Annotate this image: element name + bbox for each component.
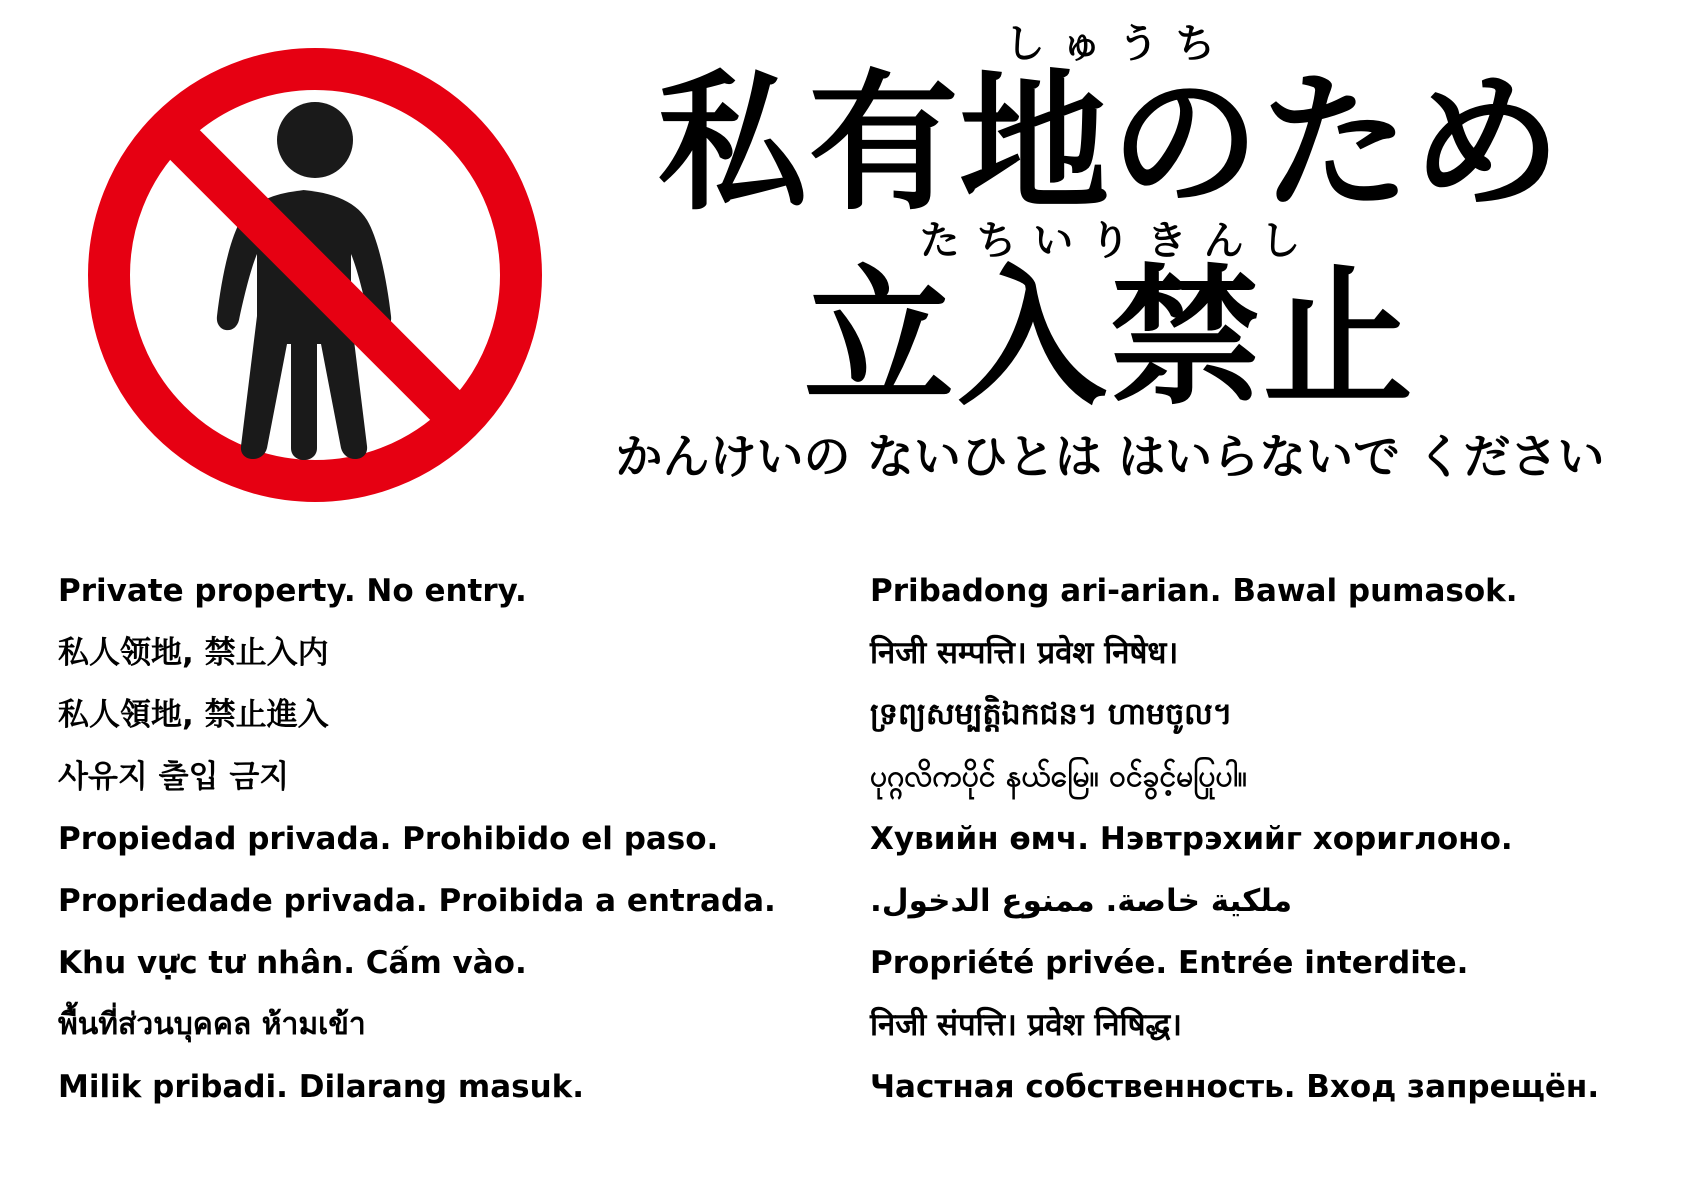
translations-column-left	[0, 560, 810, 1191]
translation-line: Хувийн өмч. Нэвтрэхийг хориглоно.	[870, 821, 1513, 857]
japanese-subline: かんけいの ないひとは はいらないで ください	[615, 430, 1605, 485]
headline-private-land: 私有地のため	[657, 57, 1563, 231]
no-pedestrian-entry-icon	[80, 40, 550, 510]
furigana-shiyuuchi: しゅうち	[1004, 21, 1232, 67]
headline-no-entry: 立入禁止	[803, 252, 1416, 426]
translation-line: 私人领地, 禁止入内	[58, 635, 329, 671]
translation-line: Pribadong ari-arian. Bawal pumasok.	[870, 573, 1518, 609]
translation-line: 사유지 출입 금지	[58, 759, 290, 795]
japanese-headline-block	[555, 21, 1665, 485]
translation-line: Milik pribadi. Dilarang masuk.	[58, 1069, 585, 1105]
translation-line: ملكية خاصة. ممنوع الدخول.	[870, 883, 1293, 919]
translation-line: निजी संपत्ति। प्रवेश निषिद्ध।	[870, 1007, 1183, 1043]
translation-line: ပုဂ္ဂလိကပိုင် နယ်မြေ။ ဝင်ခွင့်မပြုပါ။	[870, 759, 1247, 794]
translation-line: निजी सम्पत्ति। प्रवेश निषेध।	[870, 635, 1179, 671]
translations-column-right	[810, 560, 1685, 1191]
furigana-tachiirikinshi: たちいりきんし	[919, 218, 1318, 264]
translation-line: ទ្រព្យសម្បត្តិឯកជន។ ហាមចូល។	[870, 697, 1233, 732]
translation-line: Propriedade privada. Proibida a entrada.	[58, 883, 776, 919]
translation-line: Private property. No entry.	[58, 573, 527, 609]
sign-header	[0, 0, 1685, 560]
translation-line: Propiedad privada. Prohibido el paso.	[58, 821, 719, 857]
translation-line: Частная собственность. Вход запрещён.	[870, 1069, 1600, 1105]
translation-line: Propriété privée. Entrée interdite.	[870, 945, 1469, 981]
translation-line: 私人領地, 禁止進入	[58, 697, 329, 733]
translation-line: พื้นที่ส่วนบุคคล ห้ามเข้า	[58, 1007, 366, 1042]
translation-line: Khu vực tư nhân. Cấm vào.	[58, 945, 527, 981]
translations-section	[0, 560, 1685, 1191]
